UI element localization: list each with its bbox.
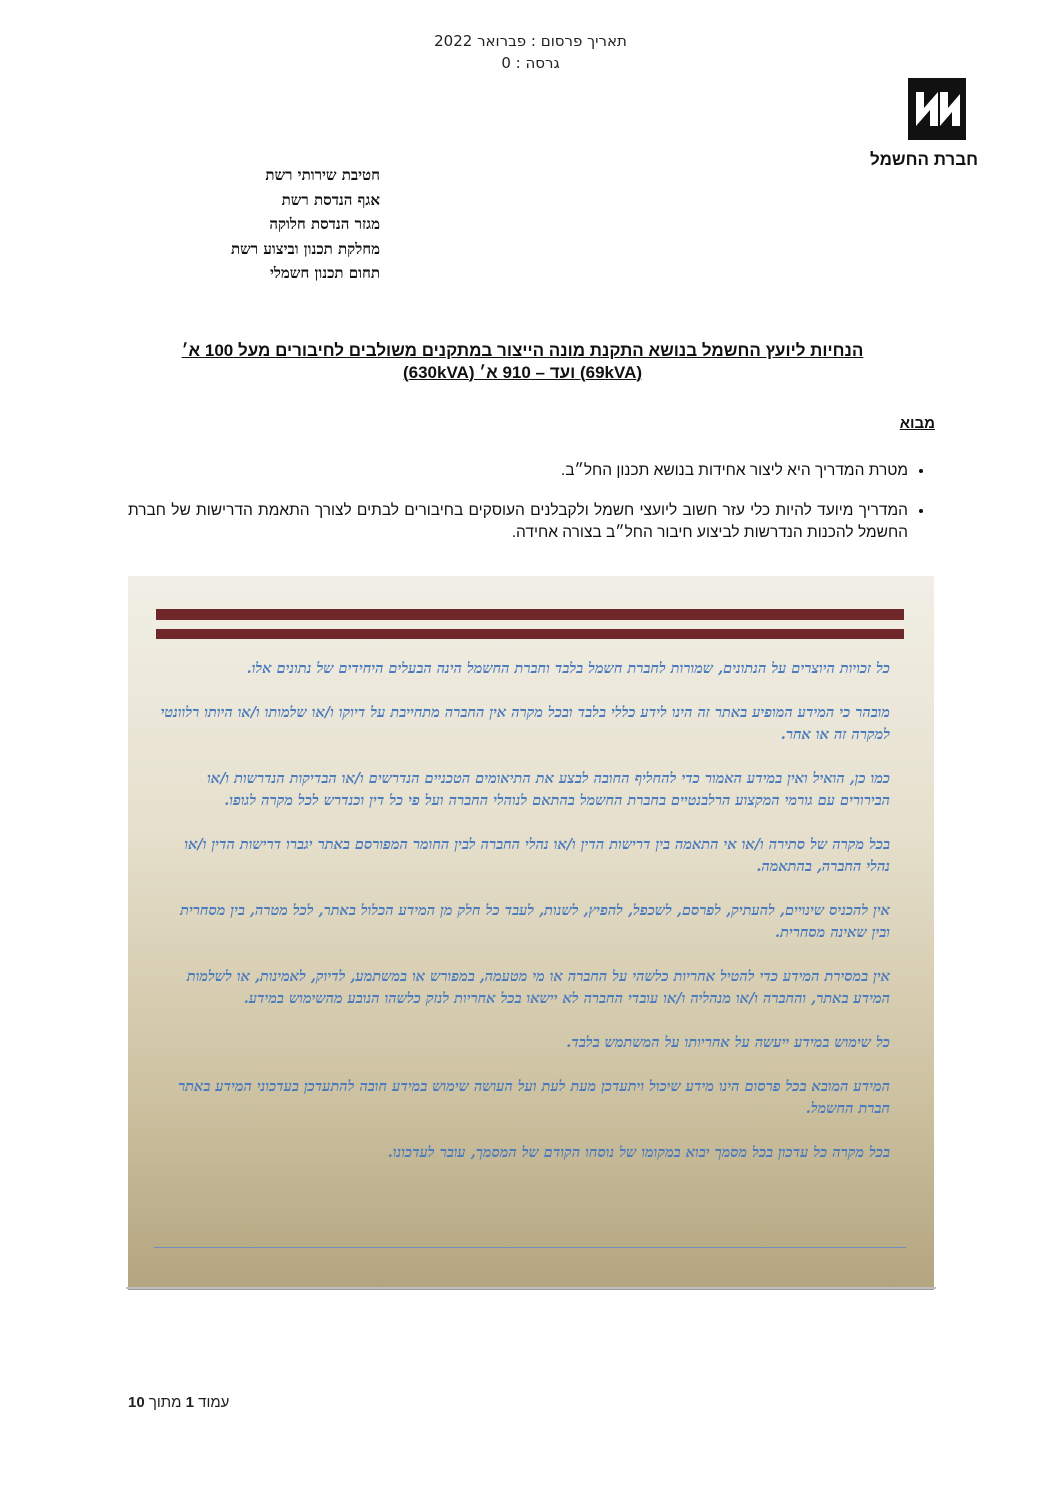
intro-heading: מבוא <box>899 415 935 432</box>
org-line: מגזר הנדסת חלוקה <box>269 215 380 233</box>
page-number <box>128 1394 229 1411</box>
page-total: 10 <box>128 1394 145 1411</box>
decorative-rule <box>156 629 904 639</box>
disclaimer-divider <box>154 1247 906 1248</box>
disclaimer-text <box>160 658 890 1172</box>
org-line: אגף הנדסת רשת <box>281 190 380 209</box>
company-logo <box>870 78 978 170</box>
disclaimer-paragraph: בכל מקרה של סתירה ו/או אי התאמה בין דרישות הדין ו/או נהלי החברה לבין החומר המפורסם באתר יגברו דרישות הדין ו/או נהלי החברה, בהתאמה. <box>184 836 890 875</box>
of-word: מתוך <box>148 1394 182 1411</box>
disclaimer-paragraph: כל זכויות היוצרים על הנתונים, שמורות לחברת חשמל בלבד וחברת החשמל הינה הבעלים היחידים של נתונים אלו. <box>246 660 890 677</box>
disclaimer-paragraph: מובהר כי המידע המופיע באתר זה הינו לידע כללי בלבד ובכל מקרה אין החברה מתחייבת על דיוקו ו/או שלמותו ו/או היותו רלוונטי למקרה זה או אחר. <box>160 704 890 743</box>
org-hierarchy <box>120 163 380 286</box>
disclaimer-paragraph: כל שימוש במידע ייעשה על אחריותו על המשתמש בלבד. <box>566 1034 890 1051</box>
page-word: עמוד <box>198 1394 230 1411</box>
intro-bullets <box>128 460 936 562</box>
title-line-2: (69kVA) ועד – 910 א׳ (630kVA) <box>402 363 643 382</box>
page-current: 1 <box>185 1394 194 1411</box>
decorative-rule <box>156 609 904 620</box>
org-line: מחלקת תכנון וביצוע רשת <box>231 239 380 258</box>
list-item: • המדריך מיועד להיות כלי עזר חשוב ליועצי חשמל ולקבלנים העוסקים בחיבורים לבתים לצורך התאמת הדרישות של חברת החשמל להכנות הנדרשות לביצוע חיבור החל״ב בצורה אחידה. <box>128 500 908 544</box>
org-line: חטיבת שירותי רשת <box>265 166 380 184</box>
org-line: תחום תכנון חשמלי <box>269 264 380 282</box>
disclaimer-paragraph: בכל מקרה כל עדכון בכל מסמך יבוא במקומו של נוסחו הקודם של המסמך, עובר לעדכונו. <box>387 1144 890 1161</box>
disclaimer-box <box>128 576 934 1288</box>
title-line-1: הנחיות ליועץ החשמל בנושא התקנת מונה הייצור במתקנים משולבים לחיבורים מעל 100 א׳ <box>181 341 864 360</box>
list-item: • מטרת המדריך היא ליצור אחידות בנושא תכנון החל״ב. <box>128 460 908 482</box>
logo-text: חברת החשמל <box>870 150 978 169</box>
disclaimer-paragraph: כמו כן, הואיל ואין במידע האמור כדי להחליף החובה לבצע את התיאומים הטכניים הנדרשים ו/או הבדיקות הנדרשות ו/או הבירורים עם גורמי המקצוע הרלבנטיים בחברת החשמל בהתאם לנוהלי החברה ועל פי כל דין וכנדרש לכל מקרה לגופו. <box>207 770 890 809</box>
publication-header <box>0 30 1061 74</box>
disclaimer-paragraph: אין להכניס שינויים, להעתיק, לפרסם, לשכפל, להפיץ, לשנות, לעבד כל חלק מן המידע הכלול באתר, לכל מטרה, בין מסחרית ובין שאינה מסחרית. <box>180 902 890 941</box>
publish-date: תאריך פרסום : פברואר 2022 <box>434 32 627 50</box>
iec-logo-icon <box>908 78 966 140</box>
version: גרסה : 0 <box>501 54 560 72</box>
box-bottom-border <box>126 1287 936 1289</box>
disclaimer-paragraph: אין במסירת המידע כדי להטיל אחריות כלשהי על החברה או מי מטעמה, במפורש או במשתמע, לדיוק, לאמינות, או לשלמות המידע באתר, והחברה ו/או מנהליה ו/או עובדי החברה לא יישאו בכל אחריות לנזק כלשהו הנובע מהשימוש במידע. <box>186 968 890 1007</box>
document-title <box>120 340 925 384</box>
disclaimer-paragraph: המידע המובא בכל פרסום הינו מידע שיכול ויתעדכן מעת לעת ועל העושה שימוש במידע חובה להתעדכן בעדכוני המידע באתר חברת החשמל. <box>178 1078 890 1117</box>
